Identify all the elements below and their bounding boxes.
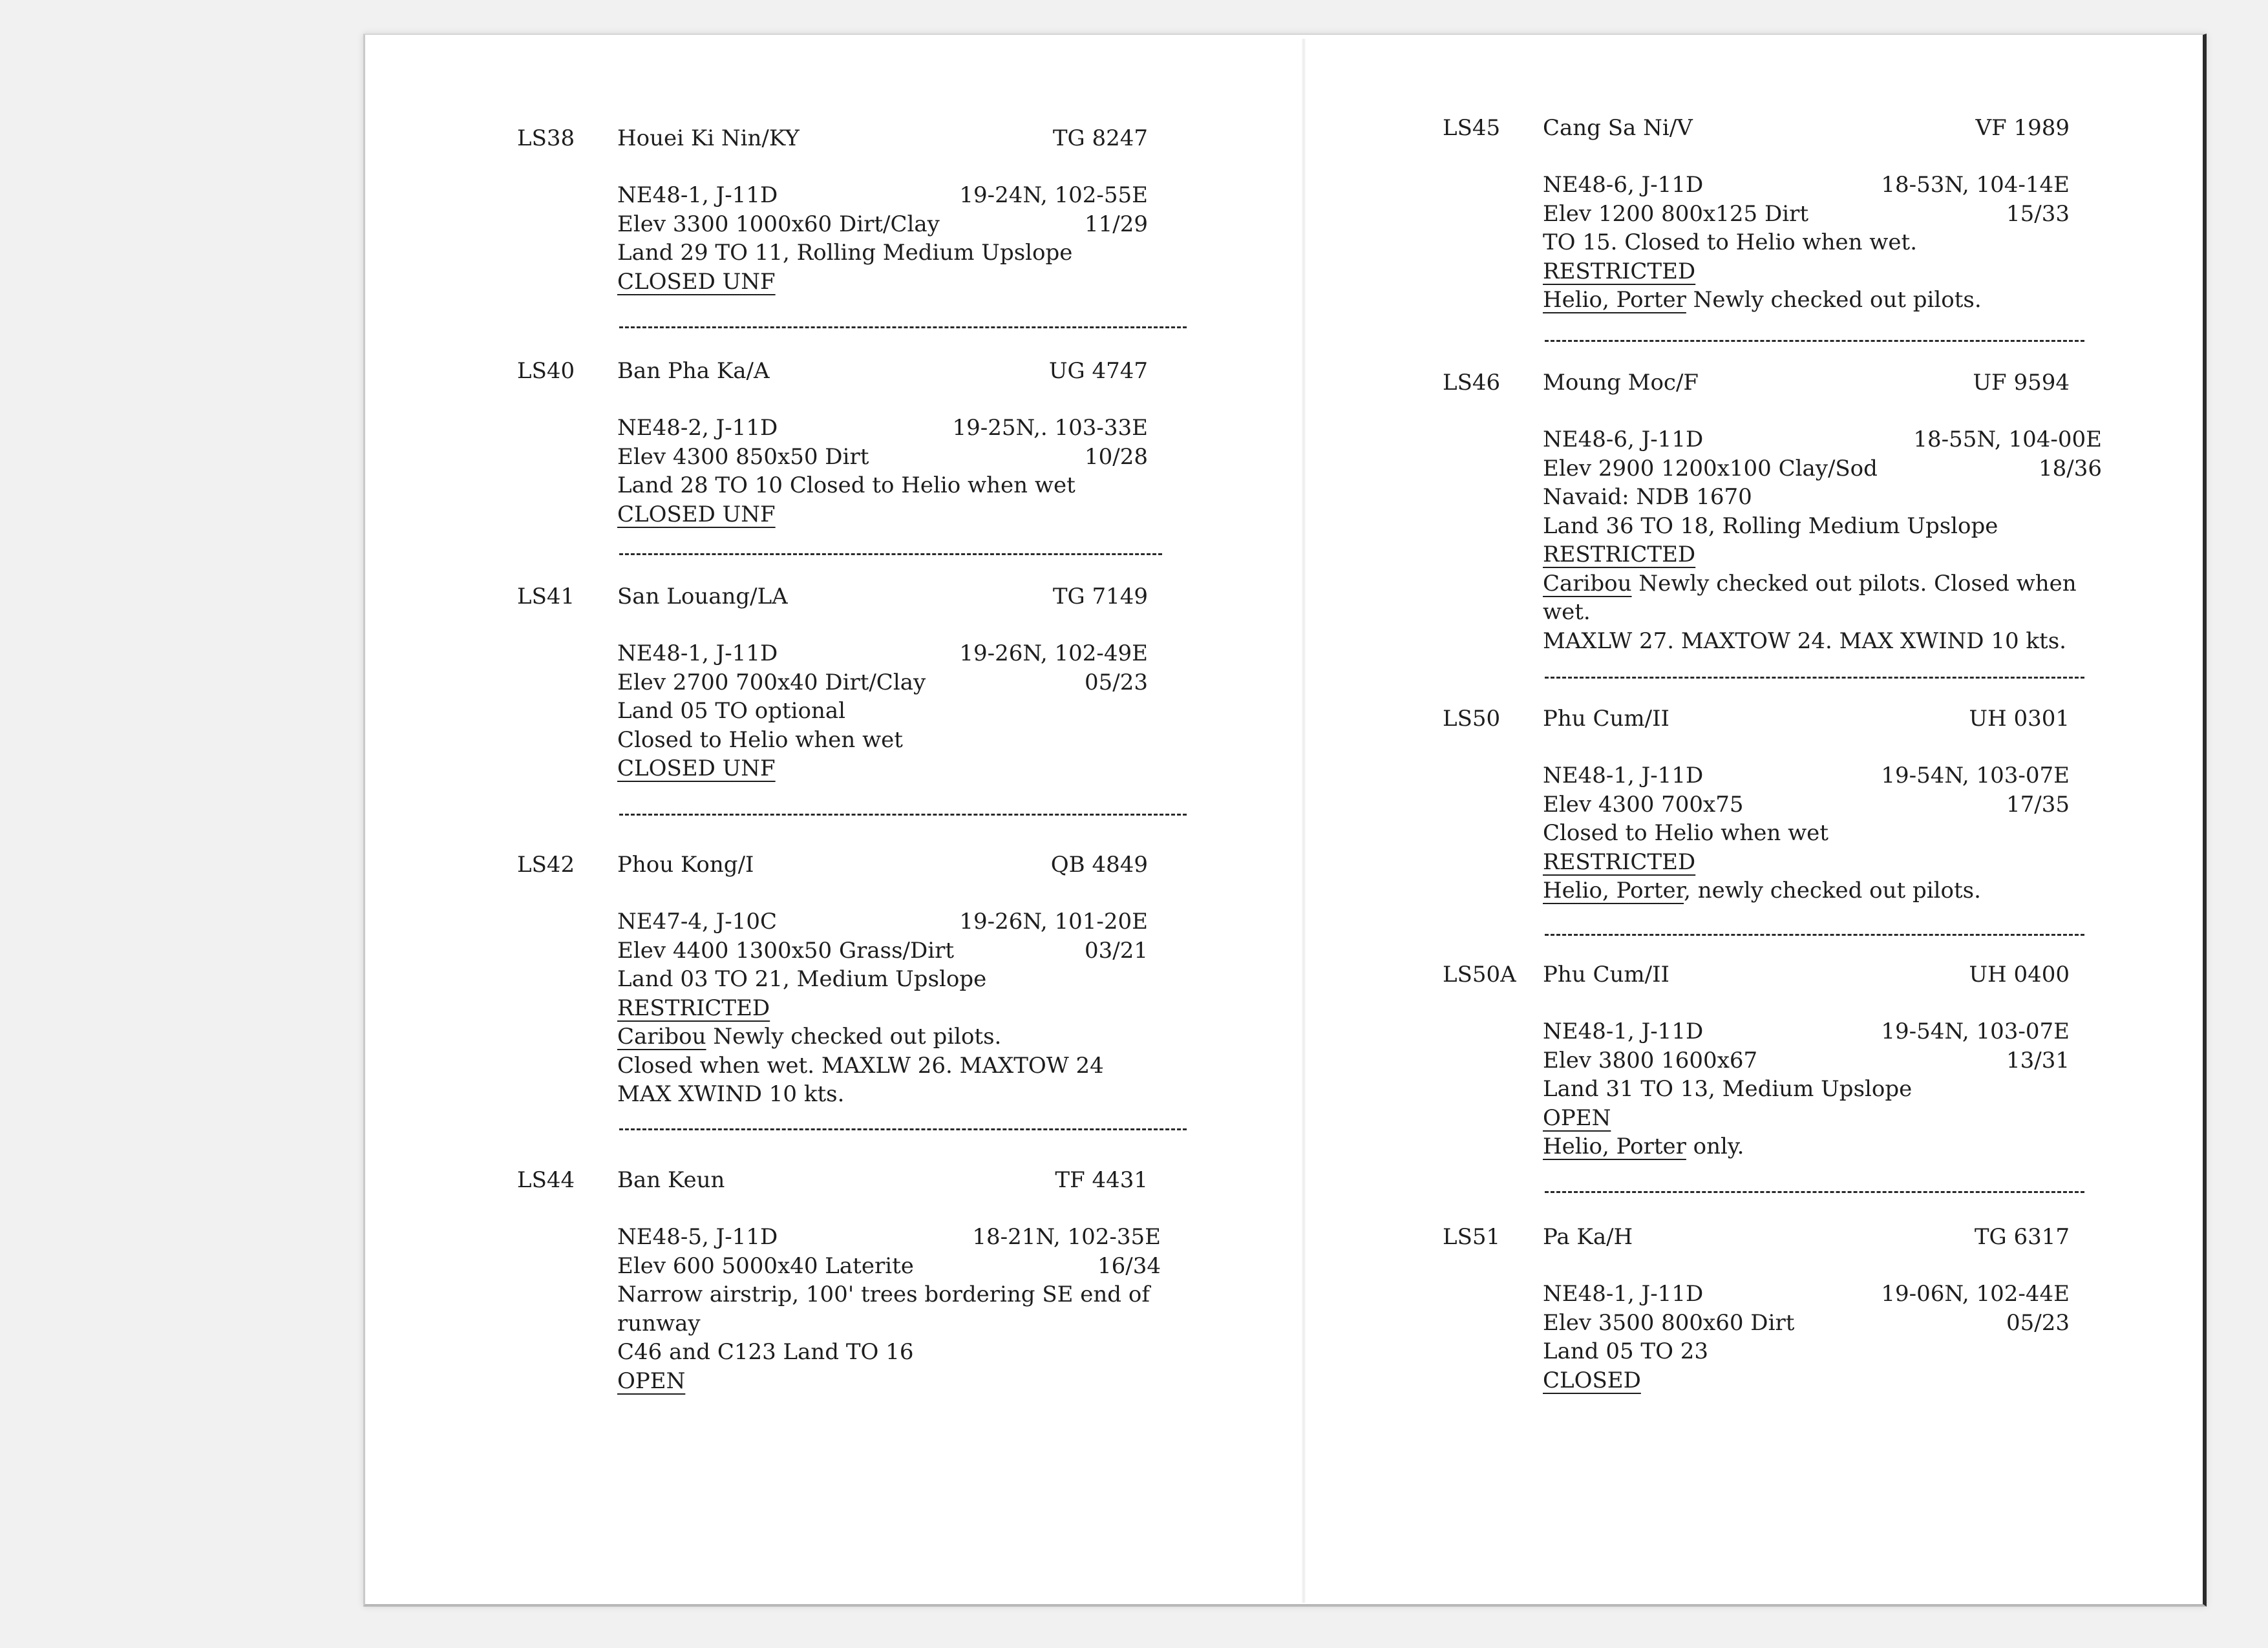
detail-line <box>617 994 1148 1023</box>
entry-grid-ref: VF 1989 <box>1975 115 2070 141</box>
detail-text: NE48-6, J-11D <box>1543 172 1704 198</box>
detail-text: OPEN <box>1543 1104 1611 1131</box>
entry-code: LS42 <box>517 852 575 878</box>
entry-name: Moung Moc/F <box>1543 370 1699 396</box>
separator-line <box>619 814 1187 816</box>
detail-text: CLOSED UNF <box>617 268 776 295</box>
separator-line <box>1545 677 2084 679</box>
detail-text: Newly checked out pilots. <box>706 1024 1002 1050</box>
detail-right-value: 18/36 <box>2039 455 2102 481</box>
detail-text: CLOSED UNF <box>617 755 776 781</box>
entry-grid-ref: TG 7149 <box>1052 584 1148 609</box>
detail-right-value: 18-55N, 104-00E <box>1913 427 2102 452</box>
entry-code: LS38 <box>517 125 575 151</box>
detail-line <box>1543 1280 2070 1309</box>
entry-grid-ref: TG 8247 <box>1052 125 1148 151</box>
entry-name: Ban Pha Ka/A <box>617 358 770 384</box>
detail-text: NE48-1, J-11D <box>617 640 778 666</box>
detail-line <box>617 500 1148 529</box>
detail-text: Land 03 TO 21, Medium Upslope <box>617 966 987 992</box>
detail-text: Elev 3800 1600x67 <box>1543 1047 1758 1073</box>
entry-grid-ref: UH 0301 <box>1969 706 2070 732</box>
detail-line <box>1543 1075 2070 1104</box>
entry-grid-ref: UF 9594 <box>1973 370 2070 396</box>
detail-right-value: 16/34 <box>1097 1252 1161 1279</box>
detail-line <box>1543 200 2070 229</box>
detail-text: only. <box>1686 1134 1744 1159</box>
detail-line <box>1543 569 2102 627</box>
entry-code: LS50A <box>1443 962 1516 988</box>
detail-line <box>617 443 1148 472</box>
detail-right-value: 19-54N, 103-07E <box>1881 763 2070 788</box>
detail-text: Elev 600 5000x40 Laterite <box>617 1252 914 1279</box>
entry-details <box>1543 1280 2070 1395</box>
detail-text: NE47-4, J-10C <box>617 909 777 935</box>
detail-line <box>617 238 1148 268</box>
detail-right-value: 18-53N, 104-14E <box>1881 172 2070 198</box>
separator-line <box>1545 934 2084 936</box>
detail-line <box>1543 1104 2070 1133</box>
detail-text: Closed when wet. MAXLW 26. MAXTOW 24 <box>617 1052 1104 1079</box>
detail-text: OPEN <box>617 1368 686 1394</box>
detail-text: CLOSED <box>1543 1367 1641 1393</box>
entry-code: LS40 <box>517 358 575 384</box>
separator-line <box>619 1128 1187 1130</box>
detail-line <box>617 268 1148 297</box>
detail-text: Elev 1200 800x125 Dirt <box>1543 200 1808 227</box>
detail-text: Land 31 TO 13, Medium Upslope <box>1543 1076 1913 1102</box>
entry-details <box>617 414 1148 529</box>
detail-text: Land 36 TO 18, Rolling Medium Upslope <box>1543 512 1998 539</box>
entry-code: LS50 <box>1443 706 1501 732</box>
underlined-aircraft-type: Helio, Porter <box>1543 287 1686 313</box>
detail-line <box>617 965 1148 994</box>
detail-text: RESTRICTED <box>1543 258 1696 284</box>
detail-text: Newly checked out pilots. Closed when wet. <box>1543 570 2077 625</box>
entry-code: LS51 <box>1443 1224 1501 1250</box>
detail-line <box>1543 228 2070 257</box>
detail-right-value: 19-06N, 102-44E <box>1881 1281 2070 1307</box>
detail-text: Closed to Helio when wet <box>1543 820 1828 846</box>
detail-text: RESTRICTED <box>1543 542 1696 567</box>
entry-name: Phu Cum/II <box>1543 962 1669 988</box>
detail-right-value: 18-21N, 102-35E <box>972 1224 1161 1250</box>
entry-details <box>617 181 1148 296</box>
underlined-aircraft-type: Caribou <box>1543 570 1632 597</box>
detail-line <box>1543 1309 2070 1338</box>
separator-line <box>1545 340 2084 342</box>
underlined-aircraft-type: Helio, Porter <box>1543 878 1684 903</box>
detail-line <box>617 1080 1148 1109</box>
detail-line <box>617 907 1148 936</box>
detail-text: NE48-1, J-11D <box>1543 763 1704 788</box>
detail-line <box>1543 1017 2070 1046</box>
detail-text: MAXLW 27. MAXTOW 24. MAX XWIND 10 kts. <box>1543 628 2066 654</box>
detail-text: Land 05 TO 23 <box>1543 1338 1709 1364</box>
entry-code: LS45 <box>1443 115 1501 141</box>
entry-grid-ref: QB 4849 <box>1050 852 1148 878</box>
entry-grid-ref: UH 0400 <box>1969 962 2070 988</box>
separator-line <box>1545 1191 2084 1193</box>
entry-name: Ban Keun <box>617 1167 725 1193</box>
detail-text: Elev 3500 800x60 Dirt <box>1543 1309 1795 1336</box>
detail-right-value: 19-26N, 101-20E <box>959 909 1148 935</box>
detail-line <box>617 726 1148 755</box>
detail-right-value: 13/31 <box>2006 1047 2070 1073</box>
entry-details <box>617 907 1148 1109</box>
entry-details <box>1543 1017 2070 1161</box>
underlined-aircraft-type: Helio, Porter <box>1543 1134 1686 1159</box>
detail-text: RESTRICTED <box>1543 849 1696 875</box>
detail-line <box>1543 454 2102 483</box>
detail-text: Land 05 TO optional <box>617 698 846 724</box>
detail-line <box>1543 627 2102 656</box>
entry-details <box>1543 425 2102 655</box>
entry-name: Phou Kong/I <box>617 852 754 878</box>
detail-text: Land 28 TO 10 Closed to Helio when wet <box>617 472 1076 498</box>
entry-grid-ref: UG 4747 <box>1048 358 1148 384</box>
detail-line <box>617 697 1148 726</box>
entry-name: Phu Cum/II <box>1543 706 1669 732</box>
detail-text: Elev 4400 1300x50 Grass/Dirt <box>617 937 955 964</box>
detail-right-value: 19-26N, 102-49E <box>959 640 1148 666</box>
entry-grid-ref: TF 4431 <box>1055 1167 1148 1193</box>
detail-text: CLOSED UNF <box>617 501 776 527</box>
detail-right-value: 17/35 <box>2006 791 2070 818</box>
detail-right-value: 05/23 <box>2006 1309 2070 1336</box>
detail-line <box>1543 512 2102 541</box>
detail-right-value: 05/23 <box>1085 669 1148 695</box>
entry-details <box>1543 761 2070 905</box>
detail-line <box>1543 425 2102 454</box>
detail-right-value: 19-54N, 103-07E <box>1881 1019 2070 1044</box>
entry-details <box>617 1223 1161 1395</box>
underlined-aircraft-type: Caribou <box>617 1024 706 1050</box>
separator-line <box>619 553 1162 555</box>
entry-details <box>1543 171 2070 315</box>
detail-line <box>1543 540 2102 569</box>
entry-code: LS46 <box>1443 370 1501 396</box>
detail-line <box>617 1280 1161 1338</box>
detail-text: NE48-1, J-11D <box>1543 1281 1704 1307</box>
detail-text: Elev 4300 700x75 <box>1543 791 1744 818</box>
detail-line <box>1543 483 2102 512</box>
detail-right-value: 15/33 <box>2006 200 2070 227</box>
detail-text: Elev 3300 1000x60 Dirt/Clay <box>617 211 940 237</box>
entry-details <box>617 639 1148 783</box>
detail-line <box>617 414 1148 443</box>
detail-text: NE48-1, J-11D <box>617 182 778 208</box>
detail-line <box>1543 1337 2070 1366</box>
detail-text: Navaid: NDB 1670 <box>1543 484 1752 510</box>
detail-line <box>1543 761 2070 790</box>
detail-line <box>617 471 1148 500</box>
detail-text: Elev 2700 700x40 Dirt/Clay <box>617 669 926 695</box>
detail-line <box>617 1022 1148 1051</box>
detail-text: NE48-2, J-11D <box>617 415 778 441</box>
detail-right-value: 10/28 <box>1085 443 1148 470</box>
detail-right-value: 19-24N, 102-55E <box>959 182 1148 208</box>
detail-text: NE48-6, J-11D <box>1543 427 1704 452</box>
detail-line <box>617 210 1148 239</box>
detail-line <box>617 181 1148 210</box>
detail-line <box>1543 1046 2070 1075</box>
detail-text: Elev 2900 1200x100 Clay/Sod <box>1543 455 1878 481</box>
detail-line <box>617 1051 1148 1081</box>
detail-text: RESTRICTED <box>617 995 770 1021</box>
detail-text: NE48-1, J-11D <box>1543 1019 1704 1044</box>
entry-code: LS41 <box>517 584 575 609</box>
detail-line <box>1543 790 2070 819</box>
detail-line <box>1543 171 2070 200</box>
entry-name: San Louang/LA <box>617 584 788 609</box>
detail-line <box>1543 257 2070 286</box>
detail-right-value: 11/29 <box>1085 211 1148 237</box>
detail-text: Newly checked out pilots. <box>1686 287 1982 313</box>
detail-text: Narrow airstrip, 100' trees bordering SE end of runway <box>617 1282 1150 1336</box>
entry-grid-ref: TG 6317 <box>1974 1224 2070 1250</box>
detail-line <box>617 668 1148 697</box>
detail-text: Closed to Helio when wet <box>617 726 903 753</box>
entry-name: Cang Sa Ni/V <box>1543 115 1693 141</box>
detail-text: C46 and C123 Land TO 16 <box>617 1339 914 1365</box>
detail-line <box>617 1252 1161 1281</box>
detail-line <box>617 754 1148 783</box>
detail-line <box>1543 286 2070 315</box>
entry-name: Houei Ki Nin/KY <box>617 125 800 151</box>
detail-right-value: 03/21 <box>1085 937 1148 964</box>
detail-text: TO 15. Closed to Helio when wet. <box>1543 229 1917 255</box>
page-gutter <box>1302 39 1306 1603</box>
detail-line <box>1543 876 2070 905</box>
detail-line <box>1543 1366 2070 1395</box>
detail-text: NE48-5, J-11D <box>617 1224 778 1250</box>
detail-text: MAX XWIND 10 kts. <box>617 1081 845 1107</box>
detail-line <box>1543 848 2070 877</box>
detail-line <box>617 936 1148 966</box>
detail-line <box>617 1223 1161 1252</box>
entry-code: LS44 <box>517 1167 575 1193</box>
detail-text: Elev 4300 850x50 Dirt <box>617 443 869 470</box>
detail-line <box>1543 1132 2070 1161</box>
detail-line <box>617 1367 1161 1396</box>
detail-line <box>1543 819 2070 848</box>
detail-right-value: 19-25N,. 103-33E <box>952 415 1148 441</box>
entry-name: Pa Ka/H <box>1543 1224 1633 1250</box>
detail-text: , newly checked out pilots. <box>1684 878 1981 903</box>
separator-line <box>619 326 1187 328</box>
detail-line <box>617 1338 1161 1367</box>
detail-text: Land 29 TO 11, Rolling Medium Upslope <box>617 240 1073 266</box>
detail-line <box>617 639 1148 668</box>
